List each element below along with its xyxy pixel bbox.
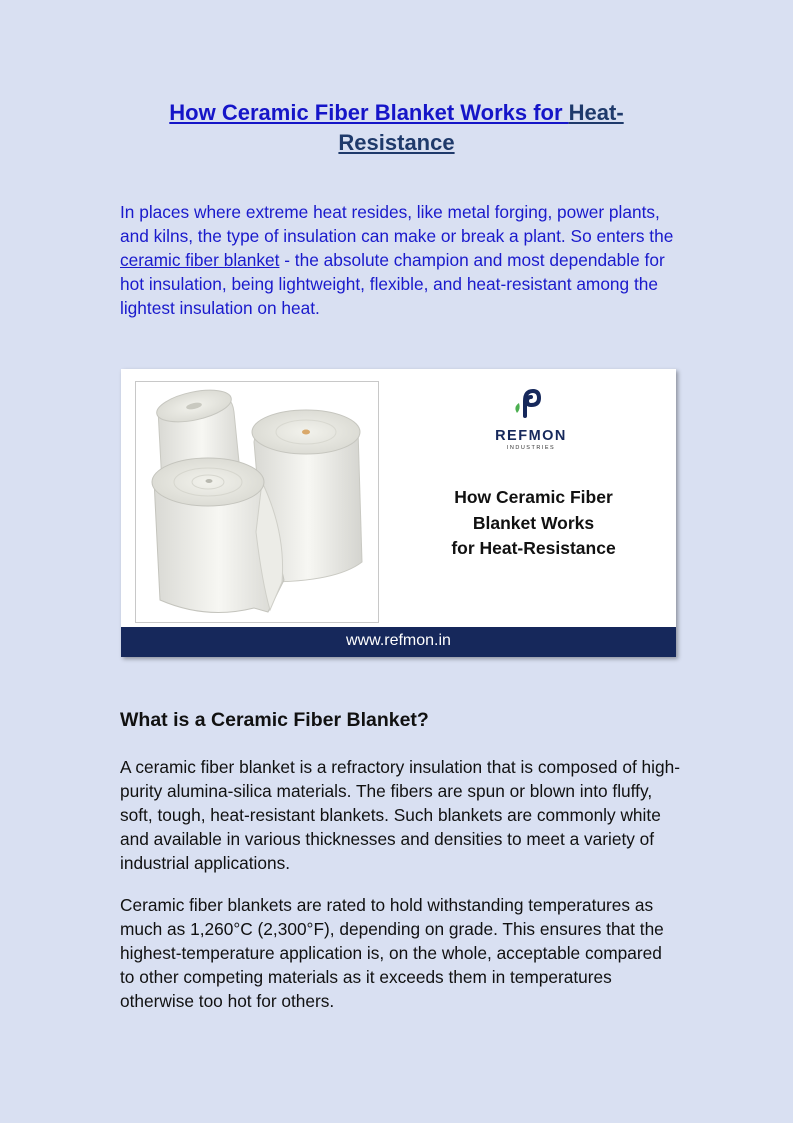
refmon-logo-icon	[511, 383, 551, 421]
blanket-rolls-illustration	[136, 382, 378, 622]
intro-text-start: In places where extreme heat resides, like metal forging, power plants, and kilns, the type of insulation can make or break a plant. So enters the	[120, 202, 674, 246]
banner-headline-line2: Blanket Works	[472, 512, 595, 533]
section-heading: What is a Ceramic Fiber Blanket?	[120, 709, 429, 731]
blanket-rolls-photo	[135, 381, 379, 623]
logo-wordmark: REFMON	[495, 428, 567, 444]
body-paragraph-2: Ceramic fiber blankets are rated to hold withstanding temperatures as much as 1,260°C (2,300°F), depending on grade. This ensures that the highest-temperature application is, on the whole, acceptable compared to other competing materials as it exceeds them in temperatures otherwise too hot for others.	[120, 895, 664, 1011]
website-footer-bar	[121, 627, 676, 657]
title-link-continued[interactable]: Heat-Resistance	[338, 100, 624, 155]
banner-image	[121, 369, 676, 657]
intro-paragraph	[120, 200, 680, 320]
website-url: www.refmon.in	[346, 632, 451, 649]
body-paragraph-1: A ceramic fiber blanket is a refractory insulation that is composed of high-purity alumina-silica materials. The fibers are spun or blown into fluffy, soft, tough, heat-resistant blankets. Such blankets are commonly white and available in various thicknesses and densities to meet a variety of industrial applications.	[120, 757, 680, 873]
page-title	[120, 98, 673, 158]
refmon-logo	[491, 383, 571, 451]
banner-headline	[421, 485, 646, 562]
banner-headline-line1: How Ceramic Fiber	[454, 487, 613, 507]
banner-headline-line3: for Heat-Resistance	[451, 538, 616, 558]
ceramic-fiber-blanket-link[interactable]: ceramic fiber blanket	[120, 250, 280, 270]
intro-text-end: - the absolute champion and most dependable for hot insulation, being lightweight, flexible, and heat-resistant among the lightest insulation on heat.	[120, 250, 665, 318]
logo-tagline: INDUSTRIES	[506, 445, 556, 451]
title-link[interactable]: How Ceramic Fiber Blanket Works for	[169, 100, 569, 125]
